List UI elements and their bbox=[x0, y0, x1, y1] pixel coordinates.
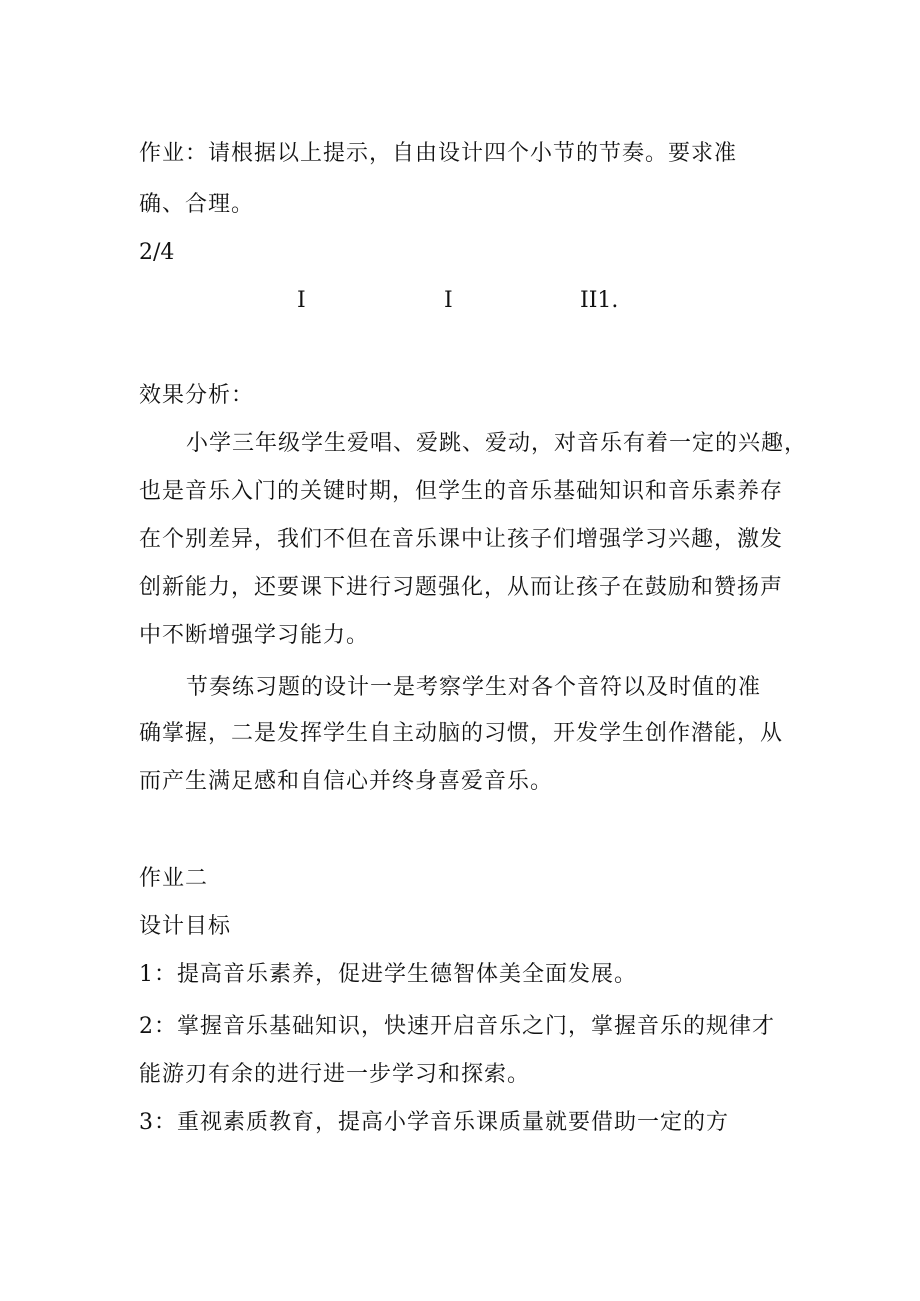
homework-prompt-line-2: 确、合理。 bbox=[139, 192, 255, 217]
homework2-subtitle: 设计目标 bbox=[139, 914, 232, 939]
analysis-heading: 效果分析： bbox=[139, 383, 255, 408]
analysis-para1-line-5: 中不断增强学习能力。 bbox=[139, 623, 370, 648]
time-signature: 2/4 bbox=[139, 240, 175, 265]
analysis-para2-line-2: 确掌握，二是发挥学生自主动脑的习惯，开发学生创作潜能，从 bbox=[139, 721, 784, 746]
analysis-para2-line-1: 节奏练习题的设计一是考察学生对各个音符以及时值的准 bbox=[186, 675, 762, 700]
analysis-para1-line-3: 在个别差异，我们不但在音乐课中让孩子们增强学习兴趣，激发 bbox=[139, 527, 784, 552]
homework-prompt-line-1: 作业：请根据以上提示，自由设计四个小节的节奏。要求准 bbox=[139, 141, 738, 166]
homework2-title: 作业二 bbox=[139, 866, 209, 891]
barline-final: II1. bbox=[580, 288, 619, 313]
goal-line-4: 3：重视素质教育，提高小学音乐课质量就要借助一定的方 bbox=[139, 1110, 729, 1135]
goal-line-1: 1：提高音乐素养，促进学生德智体美全面发展。 bbox=[139, 962, 637, 987]
barline-2: I bbox=[444, 288, 453, 313]
analysis-para1-line-2: 也是音乐入门的关键时期，但学生的音乐基础知识和音乐素养存 bbox=[139, 479, 784, 504]
goal-line-3: 能游刃有余的进行进一步学习和探索。 bbox=[139, 1062, 531, 1087]
goal-line-2: 2：掌握音乐基础知识，快速开启音乐之门，掌握音乐的规律才 bbox=[139, 1014, 775, 1039]
analysis-para1-line-4: 创新能力，还要课下进行习题强化，从而让孩子在鼓励和赞扬声 bbox=[139, 575, 784, 600]
barline-1: I bbox=[297, 288, 306, 313]
analysis-para2-line-3: 而产生满足感和自信心并终身喜爱音乐。 bbox=[139, 769, 554, 794]
analysis-para1-line-1: 小学三年级学生爱唱、爱跳、爱动，对音乐有着一定的兴趣， bbox=[186, 431, 808, 456]
